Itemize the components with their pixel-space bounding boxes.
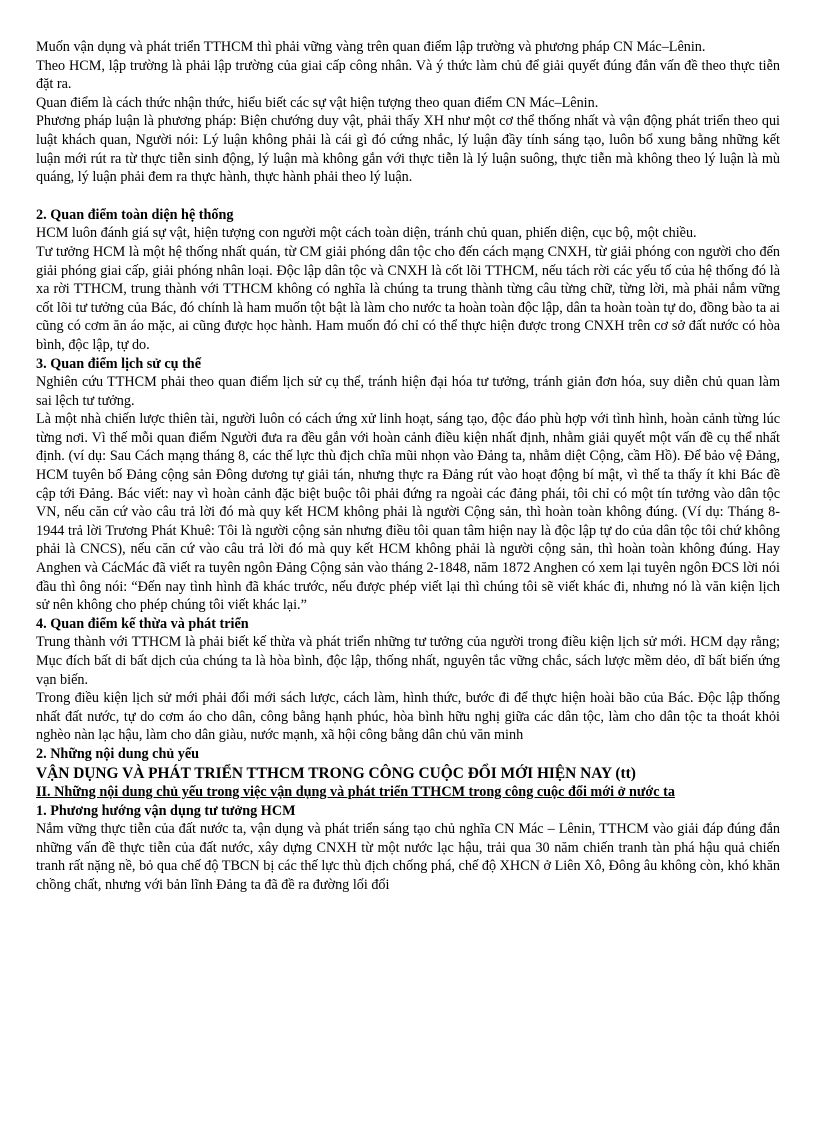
intro-paragraph-4: Phương pháp luận là phương pháp: Biện chướng duy vật, phải thấy XH như một cơ thể thống nhất và vận động phát triển theo qui luật khách quan, Người nói: Lý luận không phải là cái gì đó cứng nhắc, lý luận đầy tính sáng tạo, luôn bổ xung bằng những kết luận mới rút ra từ thực tiễn sinh động, lý luận mà không gắn với thực tiễn là lý luận suông, thực tiễn mà không theo lý luận là mù quáng, lý luận phải đem ra thực hành, thực hành phải theo lý luận. [36,113,780,186]
section-heading-main-contents: 2. Những nội dung chủ yếu [36,745,200,762]
intro-paragraph-3: Quan điểm là cách thức nhận thức, hiểu biết các sự vật hiện tượng theo quan điểm CN Mác–Lênin. [36,94,599,111]
section-historical-paragraph-1: Nghiên cứu TTHCM phải theo quan điểm lịch sử cụ thể, tránh hiện đại hóa tư tưởng, tránh giản đơn hóa, suy diễn chủ quan làm sai lệch tư tưởng. [36,374,780,409]
section-holistic-paragraph-2: Tư tưởng HCM là một hệ thống nhất quán, từ CM giải phóng dân tộc cho đến cách mạng CNXH, từ giải phóng con người cho đến giải phóng giai cấp, giải phóng nhân loại. Độc lập dân tộc và CNXH là cốt lõi TTHCM, nếu tách rời các yếu tố của hệ thống đó là xa rời TTHCM, trung thành với TTHCM không có nghĩa là chúng ta trung thành từng câu từng chữ, từng lời, mà phải nắm vững cốt lõi tư tưởng của Bác, đó chính là ham muốn tột bật là làm cho nước ta hoàn toàn độc lập, dân ta hoàn toàn tự do, đồng bào ta ai cũng có cơm ăn áo mặc, ai cũng được học hành. Ham muốn đó chỉ có thể thực hiện được trong CNXH trên cơ sở đất nước có hòa bình, độc lập, tự do. [36,243,780,353]
section-heading-inheritance: 4. Quan điểm kế thừa và phát triển [36,615,249,632]
section-historical-paragraph-2: Là một nhà chiến lược thiên tài, người luôn có cách ứng xử linh hoạt, sáng tạo, độc đáo phù hợp với tình hình, hoàn cảnh từng lúc từng nơi. Vì thế mỗi quan điểm Người đưa ra đều gắn với hoàn cảnh điều kiện nhất định, nhằm giải quyết một vấn đề cụ thể nhất định. (ví dụ: Sau Cách mạng tháng 8, các thế lực thù địch chĩa mũi nhọn vào Đảng ta, nhằm diệt Cộng, cầm Hồ). Để bảo vệ Đảng, HCM tuyên bố Đảng cộng sản Đông dương tự giải tán, nhưng thực ra Đảng rút vào hoạt động bí mật, vì thế ta thấy ít khi Bác đề cập tới Đảng. Bác viết: nay vì hoàn cảnh đặc biệt buộc tôi phải đứng ra ngoài các đảng phái, tôi chỉ có một tín tưởng vào dân tộc VN, nếu căn cứ vào câu trả lời đó mà quy kết HCM không phải là người Cộng sản, thì hoàn toàn không đúng. (Ví dụ: Tháng 8-1944 trả lời Trương Phát Khuê: Tôi là người cộng sản nhưng điều tôi quan tâm hiện nay là độc lập tự do của dân tộc tôi chứ không phải là CNCS), nếu căn cứ vào câu trả lời đó mà quy kết HCM không phải là người cộng sản, thì hoàn toàn không đúng. Hay Anghen và CácMác đã viết ra tuyên ngôn Đảng Cộng sản vào tháng 2-1848, năm 1872 Anghen có xem lại tuyên ngôn ĐCS lời nói đầu thì ông nói: “Đến nay tình hình đã khác trước, nếu được phép viết lại thì chúng tôi sẽ viết khác đi, nhưng nó là văn kiện lịch sử nên không cho phép chúng tôi viết khác lại.” [36,411,780,614]
document-page [36,38,780,895]
section-heading-holistic: 2. Quan điểm toàn diện hệ thống [36,206,234,223]
section-heading-direction: 1. Phương hướng vận dụng tư tưởng HCM [36,802,296,819]
intro-paragraph-2: Theo HCM, lập trường là phải lập trường của giai cấp công nhân. Và ý thức làm chủ để giải quyết đúng đắn vấn đề theo thực tiễn đặt ra. [36,57,780,93]
section-holistic-paragraph-1: HCM luôn đánh giá sự vật, hiện tượng con người một cách toàn diện, tránh chủ quan, phiến diện, cục bộ, một chiều. [36,225,697,242]
intro-paragraph-1: Muốn vận dụng và phát triển TTHCM thì phải vững vàng trên quan điểm lập trường và phương pháp CN Mác–Lênin. [36,39,706,55]
document-subtitle: II. Những nội dung chủ yếu trong việc vận dụng và phát triển TTHCM trong công cuộc đổi mới ở nước ta [36,784,675,801]
section-direction-paragraph-1: Nắm vững thực tiễn của đất nước ta, vận dụng và phát triển sáng tạo chủ nghĩa CN Mác – Lênin, TTHCM vào giải đáp đúng đắn những vấn đề thực tiễn của đất nước, xây dựng CNXH từ một nước lạc hậu, trải qua 30 năm chiến tranh tàn phá hậu quả chiến tranh rất nặng nề, bỏ qua chế độ TBCN bị các thế lực thù địch chống phá, chế độ XHCN ở Liên Xô, Đông âu không còn, khó khăn chồng chất, nhưng với bản lĩnh Đảng ta đã đề ra đường lối đổi [36,821,780,894]
spacer [36,187,780,206]
section-inheritance-paragraph-1: Trung thành với TTHCM là phải biết kế thừa và phát triển những tư tưởng của người trong điều kiện lịch sử mới. HCM dạy rằng; Mục đích bất di bất dịch của chúng ta là hòa bình, độc lập, thống nhất, nguyên tắc vững chắc, sách lược mềm dẻo, dĩ bất biến ứng vạn biến. [36,634,780,688]
section-heading-historical: 3. Quan điểm lịch sử cụ thể [36,355,201,372]
document-title: VẬN DỤNG VÀ PHÁT TRIỂN TTHCM TRONG CÔNG CUỘC ĐỔI MỚI HIỆN NAY (tt) [36,764,636,782]
section-inheritance-paragraph-2: Trong điều kiện lịch sử mới phải đổi mới sách lược, cách làm, hình thức, bước đi để thực hiện hoài bão của Bác. Độc lập thống nhất đất nước, tự do cơm áo cho dân, công bằng hạnh phúc, hòa bình hữu nghị giữa các dân tộc, làm cho dân tộc ta thoát khỏi nghèo nàn lạc hậu, làm cho dân giàu, nước mạnh, xã hội công bằng dân chủ văn minh [36,690,780,744]
